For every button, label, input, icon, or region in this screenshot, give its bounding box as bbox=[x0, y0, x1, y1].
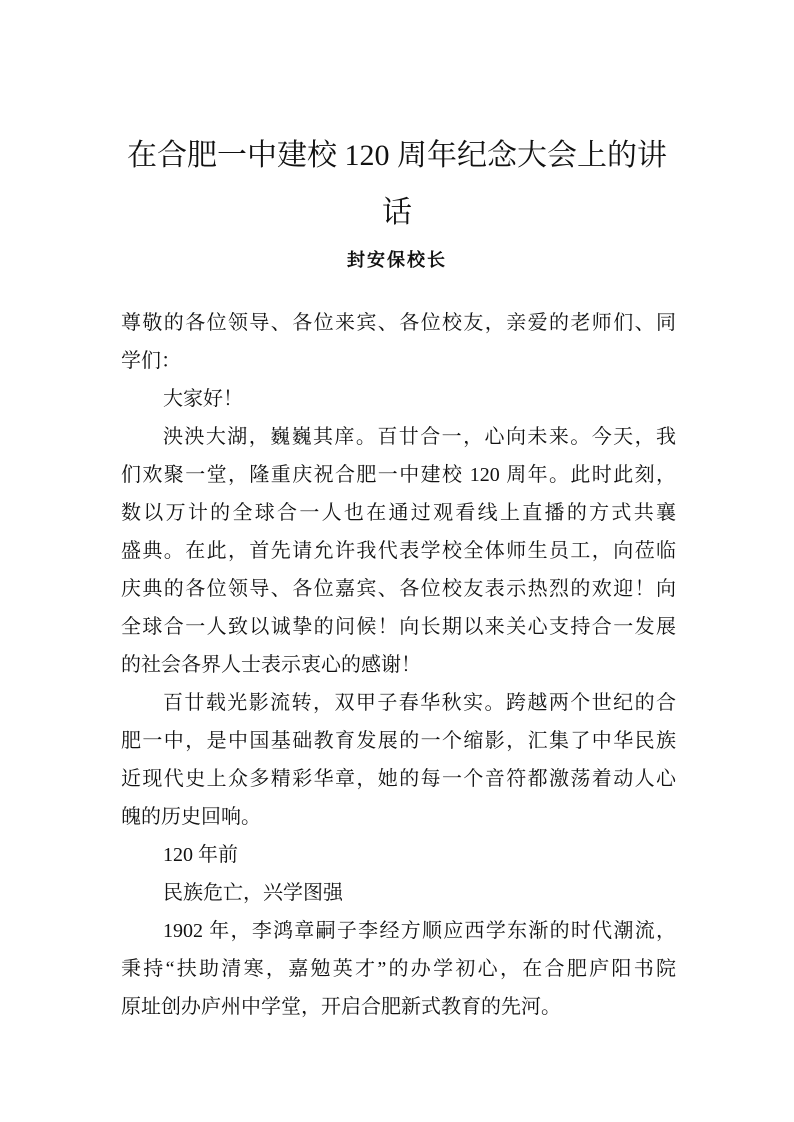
text-line: 百廿载光影流转，双甲子春华秋实。跨越两个世纪的合 bbox=[163, 692, 676, 714]
text-line: 近现代史上众多精彩华章，她的每一个音符都激荡着动人心 bbox=[121, 768, 676, 790]
text-line: 肥一中，是中国基础教育发展的一个缩影，汇集了中华民族 bbox=[121, 730, 676, 752]
document-title-line-2: 话 bbox=[382, 196, 412, 229]
text-line: 秉持“扶助清寒，嘉勉英才”的办学初心，在合肥庐阳书院 bbox=[121, 958, 676, 980]
text-line: 尊敬的各位领导、各位来宾、各位校友，亲爱的老师们、同 bbox=[121, 312, 676, 334]
text-line: 120 年前 bbox=[163, 844, 238, 866]
text-line: 学们： bbox=[121, 350, 181, 372]
text-line: 全球合一人致以诚挚的问候！向长期以来关心支持合一发展 bbox=[121, 616, 676, 638]
text-line: 庆典的各位领导、各位嘉宾、各位校友表示热烈的欢迎！向 bbox=[121, 578, 676, 600]
text-line: 大家好！ bbox=[163, 388, 243, 410]
text-line: 原址创办庐州中学堂，开启合肥新式教育的先河。 bbox=[121, 996, 561, 1018]
document-title-line-1: 在合肥一中建校 120 周年纪念大会上的讲 bbox=[127, 139, 667, 172]
text-line: 们欢聚一堂，隆重庆祝合肥一中建校 120 周年。此时此刻， bbox=[121, 464, 676, 486]
document-body bbox=[121, 304, 676, 1026]
text-line: 1902 年，李鸿章嗣子李经方顺应西学东渐的时代潮流， bbox=[163, 920, 676, 942]
text-line: 泱泱大湖，巍巍其庠。百廿合一，心向未来。今天，我 bbox=[163, 426, 676, 448]
text-line: 的社会各界人士表示衷心的感谢！ bbox=[121, 654, 421, 676]
text-line: 盛典。在此，首先请允许我代表学校全体师生员工，向莅临 bbox=[121, 540, 676, 562]
text-line: 魄的历史回响。 bbox=[121, 806, 261, 828]
text-line: 民族危亡，兴学图强 bbox=[163, 882, 343, 904]
text-line: 数以万计的全球合一人也在通过观看线上直播的方式共襄 bbox=[121, 502, 676, 524]
document-author: 封安保校长 bbox=[347, 250, 447, 270]
